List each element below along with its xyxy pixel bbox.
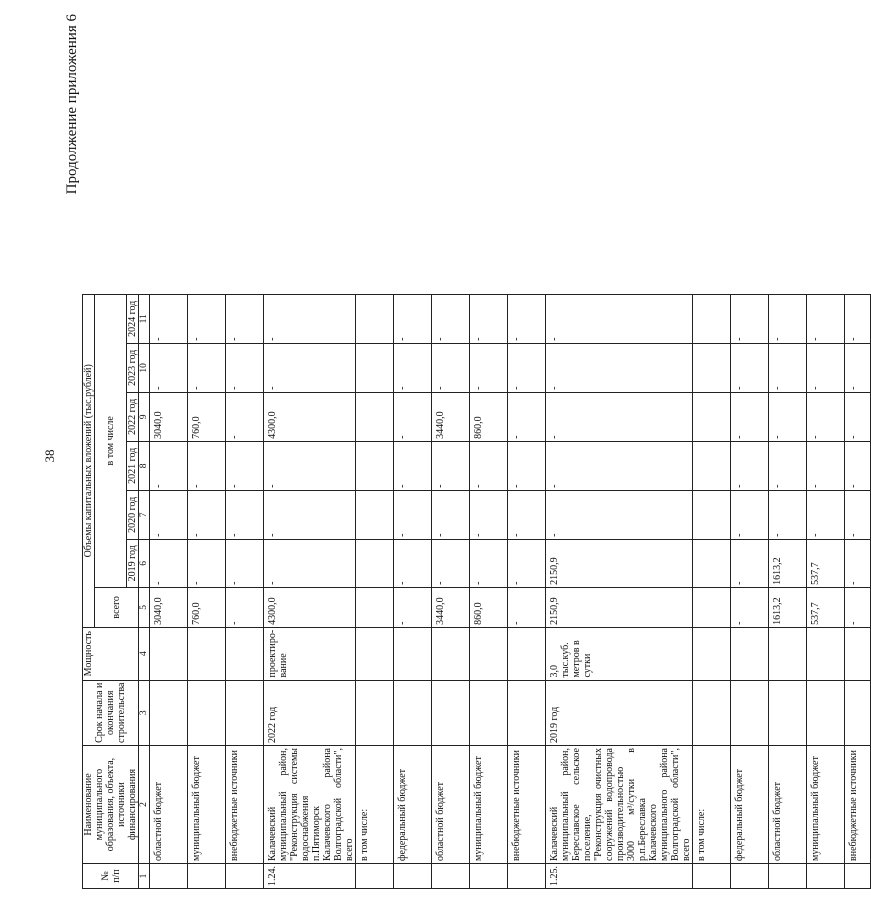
header-volume: Объемы капитальных вложений (тыс.рублей)	[83, 294, 95, 627]
row-total: 4300,0	[264, 587, 356, 627]
row-2024: -	[470, 294, 508, 343]
row-number: 1.24.	[264, 864, 356, 889]
row-2022: -	[845, 392, 871, 441]
row-2024: -	[264, 294, 356, 343]
row-2022: -	[394, 392, 432, 441]
row-2022: 3440,0	[432, 392, 470, 441]
row-name: внебюджетные источники	[508, 746, 546, 864]
row-2023: -	[432, 343, 470, 392]
row-power	[470, 627, 508, 680]
row-2022: -	[226, 392, 264, 441]
row-2023: -	[470, 343, 508, 392]
table-row	[769, 294, 807, 888]
row-2023: -	[226, 343, 264, 392]
row-2021: -	[150, 441, 188, 490]
table-row	[226, 294, 264, 888]
row-name: внебюджетные источники	[845, 746, 871, 864]
row-power: проектиро-вание	[264, 627, 356, 680]
row-number	[394, 864, 432, 889]
row-2024: -	[394, 294, 432, 343]
row-period	[845, 680, 871, 745]
row-number	[731, 864, 769, 889]
row-2020: -	[188, 490, 226, 539]
table-row	[807, 294, 845, 888]
header-year: 2024 год	[127, 294, 139, 343]
row-2021: -	[264, 441, 356, 490]
table-row	[693, 294, 731, 888]
row-number	[845, 864, 871, 889]
row-number	[693, 864, 731, 889]
row-2024	[693, 294, 731, 343]
header-power: Мощность	[83, 627, 139, 680]
column-number: 3	[139, 680, 150, 745]
row-2020	[693, 490, 731, 539]
row-total: -	[731, 587, 769, 627]
row-total: -	[845, 587, 871, 627]
row-name: областной бюджет	[769, 746, 807, 864]
row-total: 3440,0	[432, 587, 470, 627]
row-2020: -	[546, 490, 693, 539]
column-number: 6	[139, 539, 150, 587]
row-2024: -	[546, 294, 693, 343]
row-2020: -	[731, 490, 769, 539]
row-2024: -	[508, 294, 546, 343]
row-period	[693, 680, 731, 745]
row-2022	[693, 392, 731, 441]
row-2023	[693, 343, 731, 392]
row-2019	[693, 539, 731, 587]
row-period	[769, 680, 807, 745]
row-period: 2019 год	[546, 680, 693, 745]
row-2021: -	[769, 441, 807, 490]
row-name: в том числе:	[356, 746, 394, 864]
column-number-row	[139, 294, 150, 888]
row-power: 3,0 тыс.куб. метров в сутки	[546, 627, 693, 680]
row-2021: -	[546, 441, 693, 490]
row-total: 1613,2	[769, 587, 807, 627]
row-2023: -	[188, 343, 226, 392]
row-number	[226, 864, 264, 889]
table-row	[546, 294, 693, 888]
table-row	[150, 294, 188, 888]
column-number: 4	[139, 627, 150, 680]
row-2019: -	[845, 539, 871, 587]
header-year: 2021 год	[127, 441, 139, 490]
row-power	[693, 627, 731, 680]
row-number	[188, 864, 226, 889]
row-total: 3040,0	[150, 587, 188, 627]
row-2021: -	[807, 441, 845, 490]
row-power	[356, 627, 394, 680]
table-row	[264, 294, 356, 888]
row-2019: -	[508, 539, 546, 587]
row-2022: -	[731, 392, 769, 441]
row-2024: -	[432, 294, 470, 343]
row-period	[394, 680, 432, 745]
row-2023: -	[807, 343, 845, 392]
row-2020: -	[845, 490, 871, 539]
row-2020: -	[470, 490, 508, 539]
row-power	[807, 627, 845, 680]
header-name: Наименование муниципального образования, объекта, источники финансирования	[83, 746, 139, 864]
row-2019: 2150,9	[546, 539, 693, 587]
row-2023: -	[546, 343, 693, 392]
appendix-caption: Продолжение приложения 6	[64, 14, 80, 195]
page-number: 38	[42, 449, 57, 463]
row-name: Калачевский муниципальный район, Береславское сельское поселение, "Реконструкция очистных сооружений водопровода производительностью 3000 м³/сутки в р.п.Береславка Калачевского муниципального района Волгоградской области", всего	[546, 746, 693, 864]
column-number: 2	[139, 746, 150, 864]
row-number	[356, 864, 394, 889]
row-2022: -	[546, 392, 693, 441]
row-name: муниципальный бюджет	[470, 746, 508, 864]
row-2020: -	[769, 490, 807, 539]
row-2023: -	[769, 343, 807, 392]
row-number	[150, 864, 188, 889]
row-total	[356, 587, 394, 627]
row-2022: 760,0	[188, 392, 226, 441]
row-2022: -	[508, 392, 546, 441]
table-body	[150, 294, 871, 888]
row-name: Калачевский муниципальный район, "Реконструкция системы водоснабжения п.Пятиморск Калачевского района Волгоградской области", всего	[264, 746, 356, 864]
column-number: 1	[139, 864, 150, 889]
row-2021: -	[394, 441, 432, 490]
row-2024: -	[807, 294, 845, 343]
row-power	[394, 627, 432, 680]
row-total: 2150,9	[546, 587, 693, 627]
row-2020: -	[432, 490, 470, 539]
table-row	[508, 294, 546, 888]
row-name: внебюджетные источники	[226, 746, 264, 864]
row-name: муниципальный бюджет	[807, 746, 845, 864]
row-2019: -	[731, 539, 769, 587]
table-row	[188, 294, 226, 888]
column-number: 9	[139, 392, 150, 441]
row-2020: -	[264, 490, 356, 539]
column-number: 5	[139, 587, 150, 627]
row-name: областной бюджет	[150, 746, 188, 864]
row-2023: -	[508, 343, 546, 392]
row-number	[769, 864, 807, 889]
row-period: 2022 год	[264, 680, 356, 745]
row-period	[731, 680, 769, 745]
column-number: 8	[139, 441, 150, 490]
row-total: 537,7	[807, 587, 845, 627]
row-2020	[356, 490, 394, 539]
row-name: муниципальный бюджет	[188, 746, 226, 864]
row-2021: -	[188, 441, 226, 490]
row-2021: -	[845, 441, 871, 490]
row-2024: -	[845, 294, 871, 343]
row-2020: -	[508, 490, 546, 539]
row-2022	[356, 392, 394, 441]
row-2020: -	[394, 490, 432, 539]
row-2019: 537,7	[807, 539, 845, 587]
row-2019: -	[470, 539, 508, 587]
row-name: федеральный бюджет	[394, 746, 432, 864]
row-2019: -	[394, 539, 432, 587]
row-2021: -	[508, 441, 546, 490]
table-row	[432, 294, 470, 888]
row-power	[188, 627, 226, 680]
header-number: № п/п	[83, 864, 139, 889]
row-2021: -	[226, 441, 264, 490]
table-row	[731, 294, 769, 888]
row-total	[693, 587, 731, 627]
row-total: 760,0	[188, 587, 226, 627]
row-2024	[356, 294, 394, 343]
row-2024: -	[226, 294, 264, 343]
column-number: 11	[139, 294, 150, 343]
row-2019: -	[188, 539, 226, 587]
row-2021: -	[470, 441, 508, 490]
row-period	[508, 680, 546, 745]
row-2022: -	[807, 392, 845, 441]
table-row	[470, 294, 508, 888]
row-2023: -	[845, 343, 871, 392]
row-period	[150, 680, 188, 745]
row-2023: -	[264, 343, 356, 392]
row-2022: 3040,0	[150, 392, 188, 441]
row-total: -	[226, 587, 264, 627]
row-2020: -	[807, 490, 845, 539]
row-power	[769, 627, 807, 680]
row-2024: -	[150, 294, 188, 343]
row-power	[508, 627, 546, 680]
table-row	[356, 294, 394, 888]
row-2021: -	[432, 441, 470, 490]
row-period	[188, 680, 226, 745]
header-year: 2022 год	[127, 392, 139, 441]
row-period	[432, 680, 470, 745]
row-name: в том числе:	[693, 746, 731, 864]
row-2023: -	[731, 343, 769, 392]
row-power	[432, 627, 470, 680]
row-2021	[693, 441, 731, 490]
row-2019: -	[226, 539, 264, 587]
row-total: 860,0	[470, 587, 508, 627]
row-name: областной бюджет	[432, 746, 470, 864]
header-year: 2020 год	[127, 490, 139, 539]
capital-investment-table	[82, 294, 871, 889]
header-year: 2019 год	[127, 539, 139, 587]
row-2022: -	[769, 392, 807, 441]
row-number	[470, 864, 508, 889]
row-2024: -	[731, 294, 769, 343]
row-2019: -	[264, 539, 356, 587]
row-2022: 860,0	[470, 392, 508, 441]
row-2019: 1613,2	[769, 539, 807, 587]
row-2020: -	[150, 490, 188, 539]
table-row	[845, 294, 871, 888]
column-number: 10	[139, 343, 150, 392]
row-total: -	[394, 587, 432, 627]
row-2023: -	[394, 343, 432, 392]
header-period: Срок начала и окончания строительства	[83, 680, 139, 745]
row-power	[226, 627, 264, 680]
row-2019	[356, 539, 394, 587]
table-row	[394, 294, 432, 888]
row-total: -	[508, 587, 546, 627]
header-including: в том числе	[95, 294, 127, 587]
row-2020: -	[226, 490, 264, 539]
row-period	[807, 680, 845, 745]
row-number	[807, 864, 845, 889]
row-2019: -	[432, 539, 470, 587]
row-power	[731, 627, 769, 680]
row-2019: -	[150, 539, 188, 587]
row-number	[432, 864, 470, 889]
row-name: федеральный бюджет	[731, 746, 769, 864]
row-2023: -	[150, 343, 188, 392]
header-year: 2023 год	[127, 343, 139, 392]
row-period	[470, 680, 508, 745]
header-total: всего	[95, 587, 139, 627]
row-2022: 4300,0	[264, 392, 356, 441]
row-2023	[356, 343, 394, 392]
row-number	[508, 864, 546, 889]
row-2024: -	[188, 294, 226, 343]
row-2024: -	[769, 294, 807, 343]
column-number: 7	[139, 490, 150, 539]
row-period	[356, 680, 394, 745]
row-number: 1.25.	[546, 864, 693, 889]
row-period	[226, 680, 264, 745]
row-power	[845, 627, 871, 680]
row-2021: -	[731, 441, 769, 490]
row-power	[150, 627, 188, 680]
row-2021	[356, 441, 394, 490]
